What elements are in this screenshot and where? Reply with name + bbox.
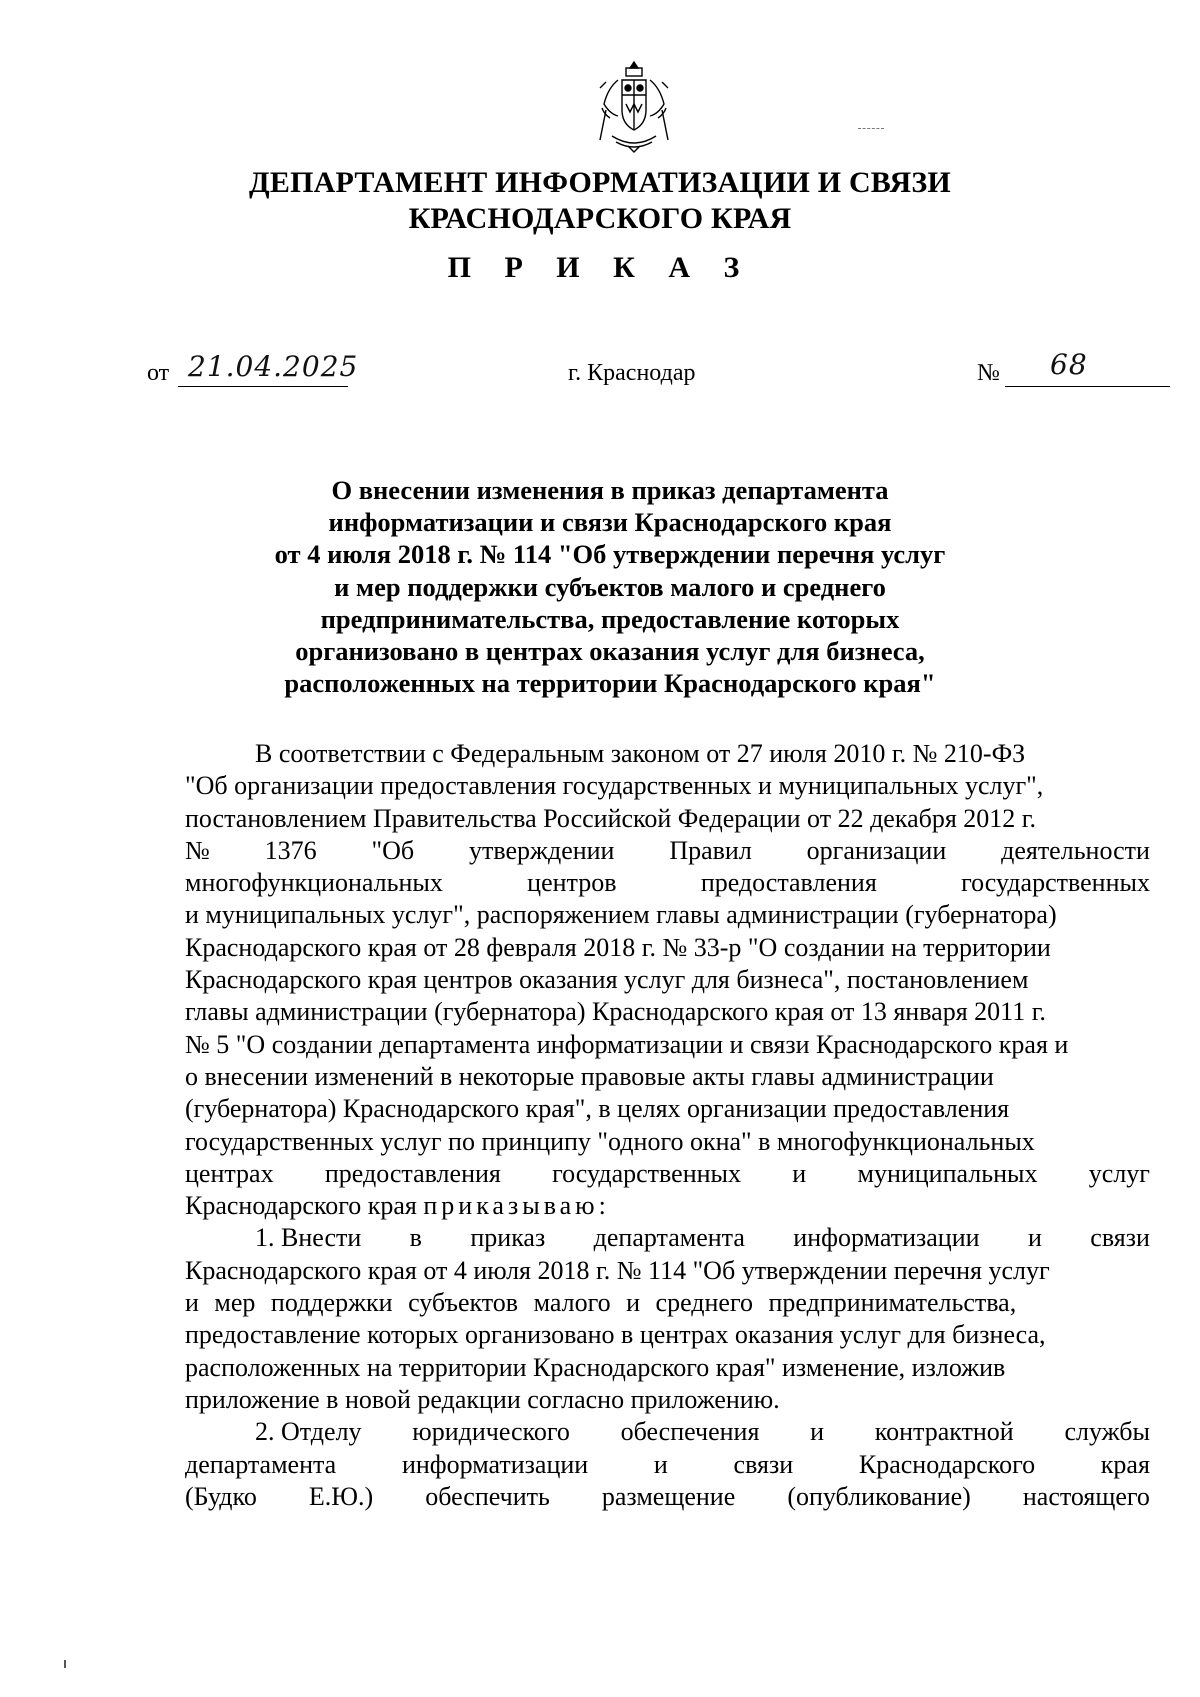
word: в [409, 1223, 422, 1253]
subject-line: от 4 июля 2018 г. № 114 "Об утверждении перечня услуг [274, 539, 946, 570]
order-keyword: приказываю: [423, 1191, 610, 1221]
city-label: г. Краснодар [568, 360, 696, 386]
body-line: приложение в новой редакции согласно приложению. [185, 1384, 780, 1414]
word: обеспечить [425, 1481, 550, 1511]
subject-line: расположенных на территории Краснодарского края" [284, 668, 936, 699]
body-line: № 5 "О создании департамента информатизации и связи Краснодарского края и [185, 1029, 1069, 1059]
word: № [185, 835, 210, 865]
word: информатизации [793, 1223, 980, 1253]
subject-line: организовано в центрах оказания услуг для бизнеса, [295, 636, 925, 667]
body-text: В соответствии с Федеральным законом от 27 июля 2010 г. № 210-ФЗ [255, 739, 1026, 768]
word: организации [806, 835, 947, 865]
word: (опубликование) [787, 1481, 971, 1511]
body-line-justified [185, 835, 1150, 867]
body-line: главы администрации (губернатора) Краснодарского края от 13 января 2011 г. [185, 997, 1046, 1027]
coat-of-arms-emblem [592, 58, 676, 154]
department-name-line1: ДЕПАРТАМЕНТ ИНФОРМАТИЗАЦИИ И СВЯЗИ [249, 166, 951, 199]
body-line: Краснодарского края от 28 февраля 2018 г. № 33-р "О создании на территории [185, 932, 1051, 962]
body-line: и муниципальных услуг", распоряжением главы администрации (губернатора) [185, 900, 1057, 930]
subject-line: и мер поддержки субъектов малого и среднего [334, 571, 886, 602]
number-prefix: № [977, 360, 1000, 386]
word: центрах [185, 1158, 274, 1188]
word: связи [1090, 1223, 1150, 1253]
word: и [810, 1417, 825, 1447]
body-line: "Об организации предоставления государственных и муниципальных услуг", [185, 771, 1044, 801]
word: предоставления [324, 1158, 501, 1188]
body-line: и мер поддержки субъектов малого и среднего предпринимательства, [185, 1288, 1017, 1318]
word: размещение [601, 1481, 736, 1511]
word: обеспечения [620, 1417, 760, 1447]
word: контрактной [874, 1417, 1014, 1447]
body-line: (губернатора) Краснодарского края", в целях организации предоставления [185, 1094, 1010, 1124]
word: информатизации [401, 1449, 589, 1479]
handwritten-date: 21.04.2025 [188, 350, 359, 383]
word: Е.Ю.) [308, 1481, 374, 1511]
body-line [185, 1190, 1150, 1222]
word: предоставления [700, 868, 877, 898]
body-line-justified [185, 1416, 1150, 1448]
subject-line: предпринимательства, предоставление которых [320, 603, 900, 634]
word: утверждении [468, 835, 615, 865]
order-subject [150, 474, 1070, 699]
body-text: Краснодарского края [185, 1191, 424, 1221]
body-line [185, 738, 1150, 770]
word: государственных [961, 868, 1150, 898]
word: "Об [371, 835, 415, 865]
word: приказ [470, 1223, 546, 1253]
body-line: постановлением Правительства Российской Федерации от 22 декабря 2012 г. [185, 803, 1037, 833]
body-line-justified [185, 1449, 1150, 1481]
word: департамента [185, 1449, 337, 1479]
word: деятельности [1001, 835, 1150, 865]
document-type-title: П Р И К А З [447, 251, 753, 284]
word: настоящего [1022, 1481, 1150, 1511]
body-line: расположенных на территории Краснодарского края" изменение, изложив [185, 1352, 1006, 1382]
scan-mark [858, 128, 884, 131]
word: Краснодарского [858, 1449, 1036, 1479]
body-line: государственных услуг по принципу "одного окна" в многофункциональных [185, 1126, 1035, 1156]
word: края [1100, 1449, 1150, 1479]
word: центров [527, 868, 617, 898]
word: услуг [1088, 1158, 1150, 1188]
body-line-justified [185, 867, 1150, 899]
word: связи [733, 1449, 794, 1479]
body-line: предоставление которых организовано в центрах оказания услуг для бизнеса, [185, 1320, 1046, 1350]
word: и [792, 1158, 807, 1188]
word: 2. Отделу [255, 1417, 362, 1447]
word: муниципальных [857, 1158, 1038, 1188]
body-line-justified [185, 1158, 1150, 1190]
word: 1. Внести [255, 1223, 362, 1253]
word: департамента [593, 1223, 745, 1253]
word: Правил [669, 835, 752, 865]
word: (Будко [185, 1481, 257, 1511]
word: государственных [552, 1158, 741, 1188]
department-name-line2: КРАСНОДАРСКОГО КРАЯ [408, 202, 792, 235]
scan-mark [64, 1660, 66, 1668]
word: многофункциональных [185, 868, 443, 898]
body-line: Краснодарского края от 4 июля 2018 г. № 114 "Об утверждении перечня услуг [185, 1255, 1050, 1285]
body-line: о внесении изменений в некоторые правовые акты главы администрации [185, 1061, 994, 1091]
date-prefix: от [147, 360, 170, 386]
subject-line: О внесении изменения в приказ департамента [331, 475, 889, 505]
body-line: Краснодарского края центров оказания услуг для бизнеса", постановлением [185, 965, 1029, 995]
word: 1376 [264, 835, 317, 865]
word: службы [1064, 1417, 1150, 1447]
word: и [1027, 1223, 1042, 1253]
subject-line: информатизации и связи Краснодарского края [328, 507, 892, 538]
body-line-justified [185, 1481, 1150, 1513]
order-body [185, 738, 1150, 1513]
handwritten-number: 68 [1050, 348, 1088, 381]
word: и [653, 1449, 668, 1479]
word: юридического [412, 1417, 570, 1447]
body-line-justified [185, 1222, 1150, 1254]
